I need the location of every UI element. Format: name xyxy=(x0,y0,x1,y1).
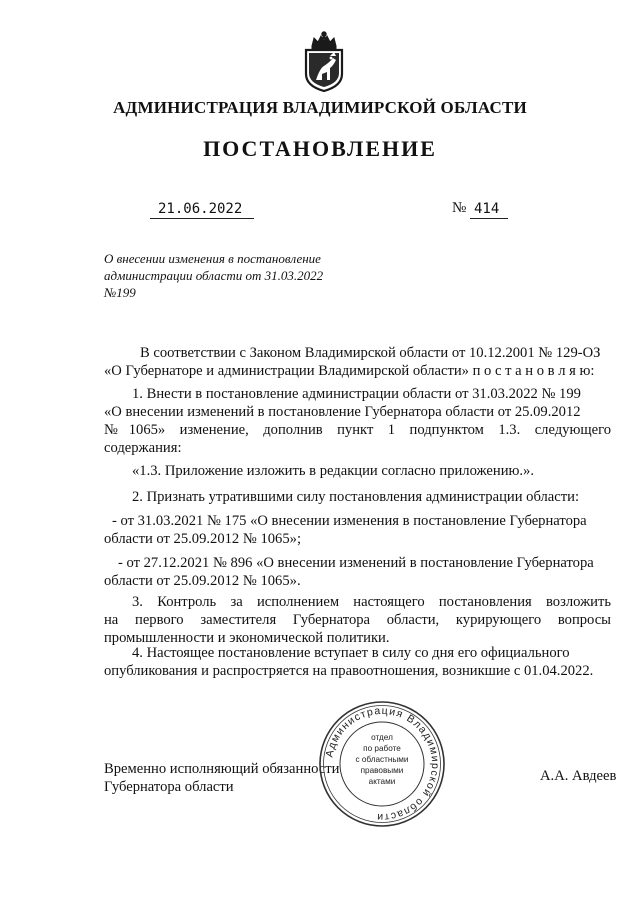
document-number: 414 xyxy=(474,201,500,217)
document-type-title: ПОСТАНОВЛЕНИЕ xyxy=(203,136,437,161)
subject-line: администрации области от 31.03.2022 xyxy=(104,268,324,283)
official-stamp xyxy=(318,700,446,828)
item-2-paragraph xyxy=(104,488,611,506)
subject-line: О внесении изменения в постановление xyxy=(104,251,321,266)
stamp-inner-line: актами xyxy=(368,777,396,786)
item-1-line: №1065» изменение, дополнив пункт 1 подпунктом 1.3. следующего xyxy=(104,422,611,438)
item-2-sub-a-line: - от 31.03.2021 № 175 «О внесении изменения в постановление Губернатора xyxy=(112,513,587,529)
signatory-title-line: Губернатора области xyxy=(104,779,234,795)
preamble-line: «О Губернаторе и администрации Владимирской области» п о с т а н о в л я ю: xyxy=(104,363,595,379)
number-prefix: № xyxy=(452,200,467,216)
item-1-line: содержания: xyxy=(104,440,182,456)
item-1-quote-line: «1.3. Приложение изложить в редакции согласно приложению.». xyxy=(132,463,534,479)
stamp-inner-line: по работе xyxy=(363,744,401,753)
preamble-paragraph xyxy=(104,344,611,380)
item-1-line: 1. Внести в постановление администрации области от 31.03.2022 № 199 xyxy=(132,386,581,402)
item-3-line: 3. Контроль за исполнением настоящего постановления возложить xyxy=(132,594,611,610)
item-2-sub-a-line: области от 25.09.2012 № 1065»; xyxy=(104,531,301,547)
date-underline xyxy=(150,218,254,219)
signatory-name: А.А. Авдеев xyxy=(540,768,617,784)
coat-of-arms-icon xyxy=(300,30,348,92)
item-3-line: промышленности и экономической политики. xyxy=(104,630,390,646)
signatory-title xyxy=(104,760,339,796)
preamble-line: В соответствии с Законом Владимирской области от 10.12.2001 № 129-ОЗ xyxy=(140,345,601,361)
organization-title: АДМИНИСТРАЦИЯ ВЛАДИМИРСКОЙ ОБЛАСТИ xyxy=(113,98,527,117)
stamp-inner-line: отдел xyxy=(371,733,393,742)
document-subject xyxy=(104,250,364,301)
item-2-sub-b xyxy=(104,554,611,590)
item-3-paragraph xyxy=(104,593,611,647)
item-1-line: «О внесении изменений в постановление Губернатора области от 25.09.2012 xyxy=(104,404,581,420)
item-1-quote xyxy=(104,462,611,480)
item-2-sub-b-line: - от 27.12.2021 № 896 «О внесении изменений в постановление Губернатора xyxy=(118,555,594,571)
document-date: 21.06.2022 xyxy=(158,201,243,217)
item-4-line: 4. Настоящее постановление вступает в силу со дня его официального xyxy=(132,645,570,661)
subject-line: №199 xyxy=(104,285,136,300)
item-2-sub-b-line: области от 25.09.2012 № 1065». xyxy=(104,573,301,589)
item-4-line: опубликования и распростряется на правоотношения, возникшие с 01.04.2022. xyxy=(104,663,594,679)
item-4-paragraph xyxy=(104,644,611,680)
item-1-paragraph xyxy=(104,385,611,457)
number-underline xyxy=(470,218,508,219)
item-2-line: 2. Признать утратившими силу постановления администрации области: xyxy=(132,489,579,505)
stamp-inner-line: правовыми xyxy=(360,766,404,775)
stamp-ring-text: Администрация Владимирской области xyxy=(323,704,442,824)
item-2-sub-a xyxy=(104,512,611,548)
stamp-inner-line: с областными xyxy=(355,755,409,764)
signatory-title-line: Временно исполняющий обязанности xyxy=(104,761,340,777)
item-3-line: на первого заместителя Губернатора области, курирующего вопросы xyxy=(104,612,611,628)
